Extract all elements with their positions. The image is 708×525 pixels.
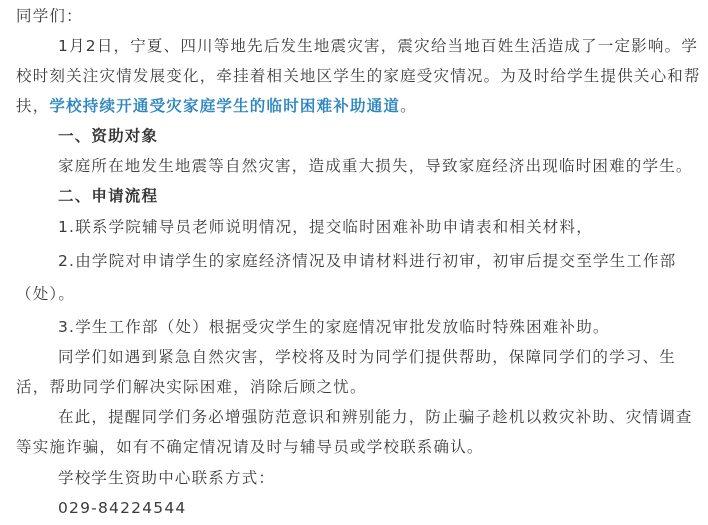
process-step-1: 1.联系学院辅导员老师说明情况，提交临时困难补助申请表和相关材料， xyxy=(58,218,593,236)
help-paragraph-line-2: 活，帮助同学们解决实际困难，消除后顾之忧。 xyxy=(16,378,367,396)
intro-text-end: 。 xyxy=(400,97,417,115)
eligibility-text: 家庭所在地发生地震等自然灾害，造成重大损失，导致家庭经济出现临时困难的学生。 xyxy=(58,157,693,175)
warning-paragraph-line-2: 等实施诈骗，如有不确定情况请及时与辅导员或学校联系确认。 xyxy=(16,438,484,456)
process-step-2-line-1: 2.由学院对申请学生的家庭经济情况及申请材料进行初审，初审后提交至学生工作部 xyxy=(58,252,677,270)
process-step-3: 3.学生工作部（处）根据受灾学生的家庭情况审批发放临时特殊困难补助。 xyxy=(58,318,610,336)
highlight-text: 学校持续开通受灾家庭学生的临时困难补助通道 xyxy=(49,97,401,115)
intro-paragraph-line-1: 1月2日，宁夏、四川等地先后发生地震灾害，震灾给当地百姓生活造成了一定影响。学 xyxy=(58,37,699,55)
contact-label: 学校学生资助中心联系方式： xyxy=(58,469,276,487)
warning-paragraph-line-1: 在此，提醒同学们务必增强防范意识和辨别能力，防止骗子趁机以救灾补助、灾情调查 xyxy=(58,408,693,426)
section-heading-process: 二、申请流程 xyxy=(58,187,159,205)
intro-paragraph-line-3 xyxy=(16,96,417,116)
section-heading-eligibility: 一、资助对象 xyxy=(58,127,159,145)
intro-paragraph-line-2: 校时刻关注灾情发展变化，牵挂着相关地区学生的家庭受灾情况。为及时给学生提供关心和帮 xyxy=(16,67,701,85)
greeting: 同学们： xyxy=(16,7,83,25)
help-paragraph-line-1: 同学们如遇到紧急自然灾害，学校将及时为同学们提供帮助，保障同学们的学习、生 xyxy=(58,348,676,366)
contact-phone: 029-84224544 xyxy=(58,499,187,517)
process-step-2-line-2: （处）。 xyxy=(16,285,76,303)
intro-text: 扶， xyxy=(16,97,50,115)
